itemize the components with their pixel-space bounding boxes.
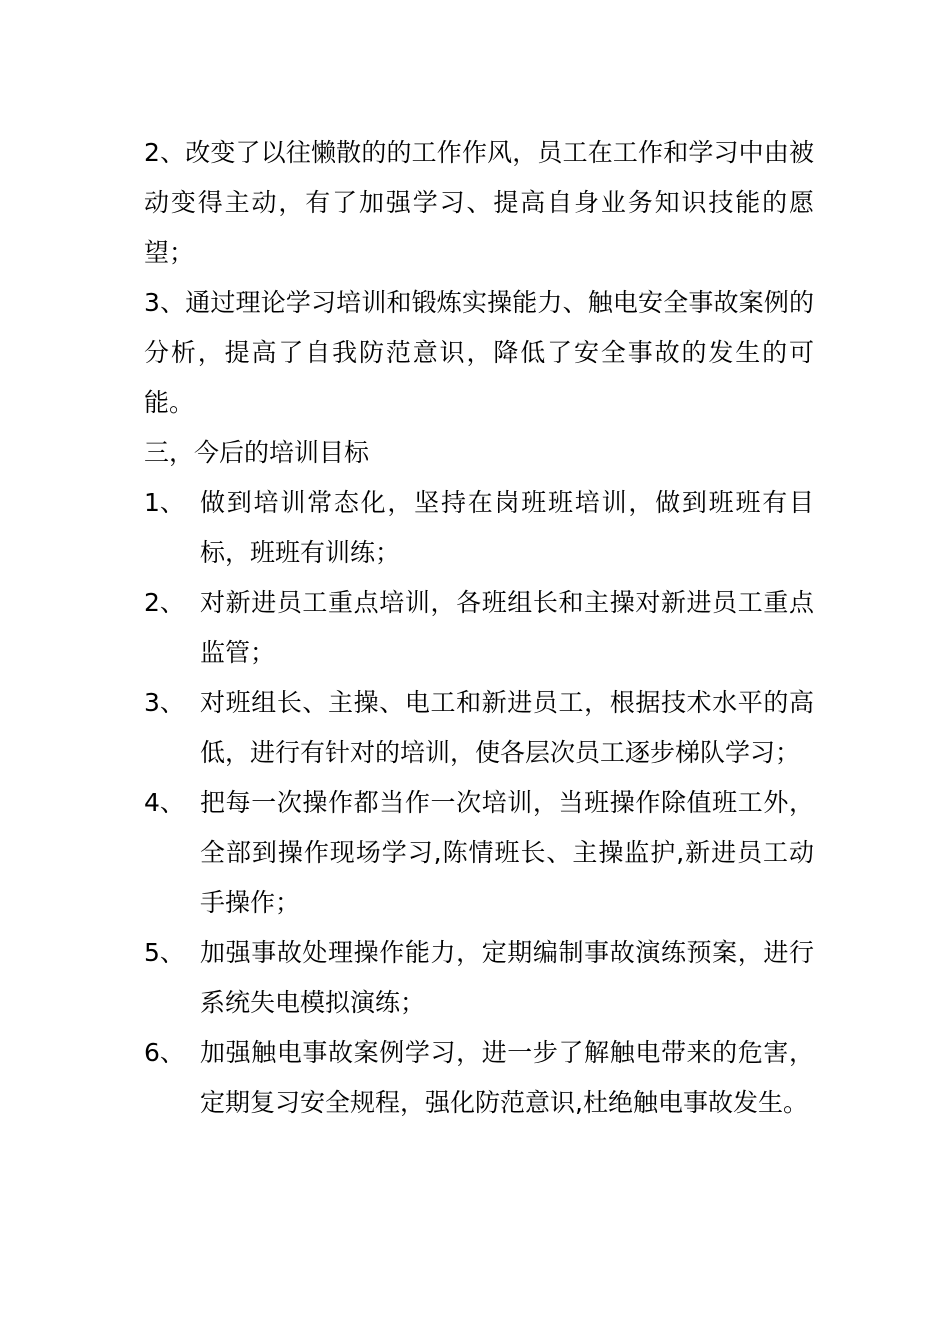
list-item-text: 对新进员工重点培训，各班组长和主操对新进员工重点监管； — [200, 588, 814, 667]
list-item — [144, 778, 814, 928]
list-item-number: 4、 — [144, 788, 185, 817]
list-item-text: 对班组长、主操、电工和新进员工，根据技术水平的高低，进行有针对的培训，使各层次员工逐步梯队学习； — [200, 688, 814, 767]
list-item-text: 做到培训常态化，坚持在岗班班培训，做到班班有目标，班班有训练； — [200, 488, 814, 567]
list-item-number: 2、 — [144, 588, 185, 617]
list-item — [144, 928, 814, 1028]
list-item — [144, 578, 814, 678]
list-item — [144, 478, 814, 578]
list-item — [144, 1028, 814, 1128]
list-item-number: 5、 — [144, 938, 185, 967]
document-body — [144, 128, 814, 1128]
list-item-text: 加强事故处理操作能力，定期编制事故演练预案，进行系统失电模拟演练； — [200, 938, 814, 1017]
list-item-number: 6、 — [144, 1038, 185, 1067]
list-item-number: 3、 — [144, 688, 185, 717]
list-item-text: 把每一次操作都当作一次培训，当班操作除值班工外，全部到操作现场学习,陈情班长、主操监护,新进员工动手操作； — [200, 788, 814, 917]
list-item — [144, 678, 814, 778]
section-heading: 三，今后的培训目标 — [144, 438, 370, 467]
list-item-number: 1、 — [144, 488, 185, 517]
list-item-text: 加强触电事故案例学习，进一步了解触电带来的危害，定期复习安全规程，强化防范意识,杜绝触电事故发生。 — [200, 1038, 814, 1117]
paragraph-outcome-2: 2、改变了以往懒散的的工作作风，员工在工作和学习中由被动变得主动，有了加强学习、提高自身业务知识技能的愿望； — [144, 138, 814, 267]
paragraph-outcome-3: 3、通过理论学习培训和锻炼实操能力、触电安全事故案例的分析，提高了自我防范意识，降低了安全事故的发生的可能。 — [144, 288, 814, 417]
training-goals-list — [144, 478, 814, 1128]
